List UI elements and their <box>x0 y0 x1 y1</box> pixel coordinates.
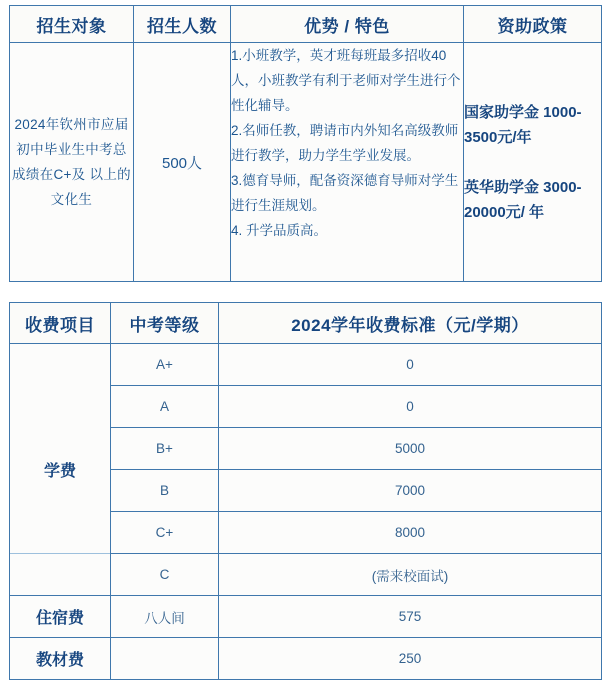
fees-grade-cell: B <box>111 470 219 512</box>
admissions-header-funding: 资助政策 <box>464 6 602 43</box>
admissions-funding-cell <box>464 43 602 282</box>
admissions-header-advantages: 优势 / 特色 <box>231 6 464 43</box>
advantage-item-3: 3.德育导师，配备资深德育导师对学生进行生涯规划。 <box>231 173 459 213</box>
fees-amount-cell: 575 <box>219 596 602 638</box>
admissions-table <box>9 5 602 282</box>
fees-amount-cell: 5000 <box>219 428 602 470</box>
fees-grade-cell: A <box>111 386 219 428</box>
fees-table <box>9 302 602 680</box>
admissions-data-row <box>10 43 602 282</box>
admissions-header-count: 招生人数 <box>134 6 231 43</box>
fees-item-accommodation: 住宿费 <box>10 596 111 638</box>
fees-amount-cell: 7000 <box>219 470 602 512</box>
fees-item-tuition: 学费 <box>10 344 111 596</box>
fees-header-standard: 2024学年收费标准（元/学期） <box>219 303 602 344</box>
fees-header-item: 收费项目 <box>10 303 111 344</box>
advantage-item-4: 4. 升学品质高。 <box>231 223 328 238</box>
advantage-item-2: 2.名师任教，聘请市内外知名高级教师进行教学，助力学生学业发展。 <box>231 123 459 163</box>
advantage-item-1: 1.小班教学，英才班每班最多招收40人，小班教学有利于老师对学生进行个性化辅导。 <box>231 48 461 113</box>
fees-grade-cell: C <box>111 554 219 596</box>
fees-amount-cell: (需来校面试) <box>219 554 602 596</box>
table-row <box>10 596 602 638</box>
fees-item-textbook: 教材费 <box>10 638 111 680</box>
fees-grade-cell: B+ <box>111 428 219 470</box>
fees-amount-cell: 250 <box>219 638 602 680</box>
fees-amount-cell: 8000 <box>219 512 602 554</box>
admissions-count-cell: 500人 <box>134 43 231 282</box>
fees-grade-cell: C+ <box>111 512 219 554</box>
fees-header-row <box>10 303 602 344</box>
funding-national-grant: 国家助学金 1000-3500元/年 <box>464 103 582 146</box>
fees-amount-cell: 0 <box>219 386 602 428</box>
admissions-target-cell: 2024年钦州市应届初中毕业生中考总成绩在C+及 以上的文化生 <box>10 43 134 282</box>
fees-grade-cell: A+ <box>111 344 219 386</box>
admissions-header-target: 招生对象 <box>10 6 134 43</box>
fees-grade-cell: 八人间 <box>111 596 219 638</box>
admissions-header-row <box>10 6 602 43</box>
fees-header-grade: 中考等级 <box>111 303 219 344</box>
funding-yinghua-grant: 英华助学金 3000-20000元/ 年 <box>464 178 582 221</box>
admissions-advantages-cell <box>231 43 464 282</box>
table-row <box>10 344 602 386</box>
fees-amount-cell: 0 <box>219 344 602 386</box>
